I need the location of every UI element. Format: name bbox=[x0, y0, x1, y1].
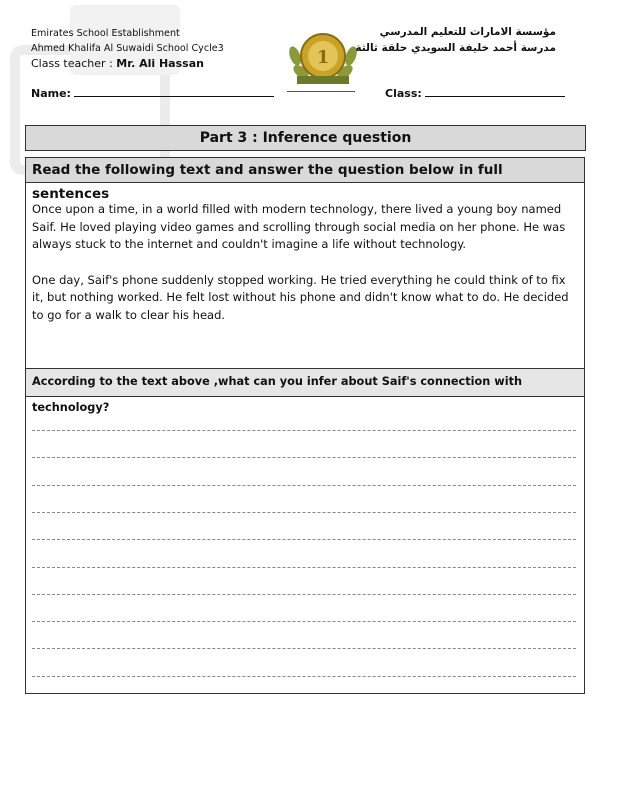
class-blank-line[interactable] bbox=[425, 87, 565, 97]
answer-line[interactable] bbox=[32, 621, 576, 622]
name-blank-line[interactable] bbox=[74, 87, 274, 97]
name-field[interactable] bbox=[31, 87, 274, 100]
establishment-name-arabic: مؤسسة الامارات للتعليم المدرسي bbox=[379, 26, 556, 38]
class-teacher bbox=[31, 56, 224, 71]
story-text bbox=[26, 183, 584, 369]
teacher-label: Class teacher : bbox=[31, 57, 113, 70]
story-paragraph-1: Once upon a time, in a world filled with modern technology, there lived a young boy named Saif. He loved playing video games and scrolling through social media on her phone. He was always stuck to the internet and couldn't imagine a life without technology. bbox=[32, 202, 566, 251]
part-title: Part 3 : Inference question bbox=[25, 125, 586, 151]
school-name: Ahmed Khalifa Al Suwaidi School Cycle3 bbox=[31, 43, 224, 54]
header-right bbox=[355, 24, 556, 56]
logo-underline bbox=[287, 91, 355, 92]
answer-line[interactable] bbox=[32, 648, 576, 649]
answer-line[interactable] bbox=[32, 567, 576, 568]
header-left bbox=[31, 26, 224, 71]
answer-line[interactable] bbox=[32, 539, 576, 540]
instruction-heading: Read the following text and answer the question below in full sentences bbox=[26, 158, 584, 183]
answer-line[interactable] bbox=[32, 430, 576, 431]
establishment-name: Emirates School Establishment bbox=[31, 28, 180, 39]
question-box bbox=[25, 157, 585, 694]
question-heading: According to the text above ,what can you infer about Saif's connection with technology? bbox=[26, 369, 584, 397]
svg-text:1: 1 bbox=[316, 47, 330, 68]
story-paragraph-2: One day, Saif's phone suddenly stopped working. He tried everything he could think of to fix it, but nothing worked. He felt lost without his phone and didn't know what to do. He decided to go for a walk to clear his head. bbox=[32, 272, 569, 322]
answer-line[interactable] bbox=[32, 485, 576, 486]
answer-line[interactable] bbox=[32, 676, 576, 677]
class-label: Class: bbox=[385, 87, 422, 100]
school-name-arabic: مدرسة أحمد خليفة السويدي حلقة ثالثة bbox=[355, 42, 556, 54]
class-field[interactable] bbox=[385, 87, 565, 100]
answer-line[interactable] bbox=[32, 512, 576, 513]
answer-area[interactable] bbox=[26, 397, 584, 693]
name-label: Name: bbox=[31, 87, 71, 100]
answer-line[interactable] bbox=[32, 594, 576, 595]
medal-logo bbox=[283, 28, 363, 90]
teacher-name: Mr. Ali Hassan bbox=[116, 57, 204, 70]
answer-line[interactable] bbox=[32, 457, 576, 458]
